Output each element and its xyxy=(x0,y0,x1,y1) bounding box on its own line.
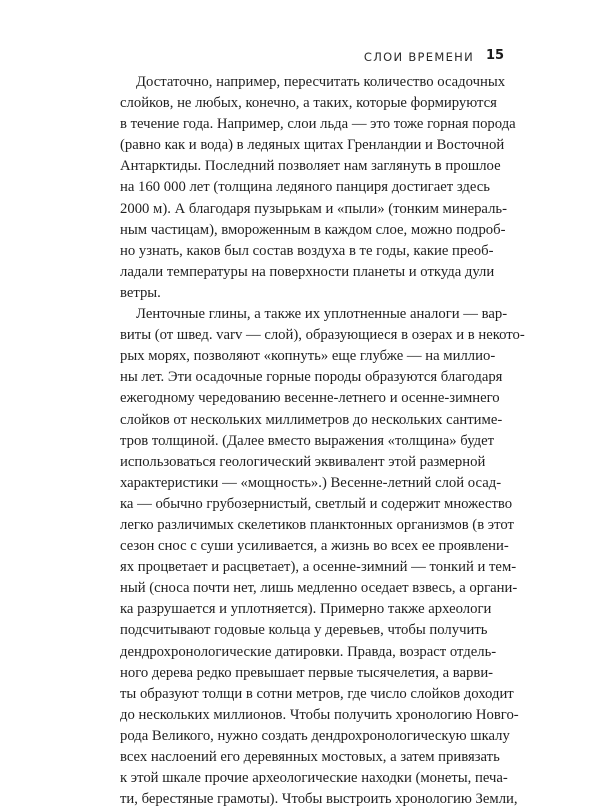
text-line: слойков, не любых, конечно, а таких, которые формируются xyxy=(120,95,497,112)
text-line: использоваться геологический эквивалент этой размерной xyxy=(120,453,486,470)
paragraph xyxy=(120,304,525,810)
text-line: в течение года. Например, слои льда — это тоже горная порода xyxy=(120,116,516,133)
text-line: до нескольких миллионов. Чтобы получить хронологию Новго- xyxy=(120,706,519,723)
text-line: Ленточные глины, а также их уплотненные аналоги — вар- xyxy=(136,306,508,323)
text-line: Достаточно, например, пересчитать количество осадочных xyxy=(136,74,506,90)
running-header: СЛОИ ВРЕМЕНИ xyxy=(363,50,474,64)
page-number: 15 xyxy=(486,48,505,63)
text-line: рода Великого, нужно создать дендрохронологическую шкалу xyxy=(120,727,510,744)
text-line: характеристики — «мощность».) Весенне-летний слой осад- xyxy=(120,474,502,491)
text-line: ны лет. Эти осадочные горные породы образуются благодаря xyxy=(120,369,503,386)
text-line: ежегодному чередованию весенне-летнего и осенне-зимнего xyxy=(120,390,500,407)
text-line: ты образуют толщи в сотни метров, где число слойков доходит xyxy=(120,685,514,702)
text-line: рых морях, позволяют «копнуть» еще глубже — на миллио- xyxy=(120,348,496,365)
text-line: на 160 000 лет (толщина ледяного панциря достигает здесь xyxy=(120,179,490,196)
text-line: виты (от швед. varv — слой), образующиеся в озерах и в некото- xyxy=(120,327,525,344)
paragraph xyxy=(120,72,516,304)
text-line: всех наслоений его деревянных мостовых, а затем привязать xyxy=(120,749,500,765)
text-line: ях процветает и расцветает), а осенне-зимний — тонкий и тем- xyxy=(120,559,517,576)
body-text xyxy=(120,72,525,810)
text-line: 2000 м). А благодаря пузырькам и «пыли» (тонким минераль- xyxy=(120,200,508,217)
text-line: (равно как и вода) в ледяных щитах Гренландии и Восточной xyxy=(120,137,505,154)
text-line: дендрохронологические датировки. Правда, возраст отдель- xyxy=(120,643,497,660)
text-line: ного дерева редко превышает первые тысячелетия, а варви- xyxy=(120,664,494,681)
text-line: тров толщиной. (Далее вместо выражения «толщина» будет xyxy=(120,432,495,449)
text-line: ка разрушается и уплотняется). Примерно также археологи xyxy=(120,601,492,618)
text-line: ный (сноса почти нет, лишь медленно оседает взвесь, а органи- xyxy=(120,580,518,597)
text-line: ным частицам), вмороженным в каждом слое, можно подроб- xyxy=(120,221,506,238)
text-line: ка — обычно грубозернистый, светлый и содержит множество xyxy=(120,495,513,512)
text-line: ветры. xyxy=(120,284,161,301)
text-line: но узнать, каков был состав воздуха в те годы, какие преоб- xyxy=(120,242,494,259)
text-line: ладали температуры на поверхности планеты и откуда дули xyxy=(120,263,495,280)
text-line: к этой шкале прочие археологические находки (монеты, печа- xyxy=(120,770,508,787)
text-line: сезон снос с суши усиливается, а жизнь во всех ее проявлени- xyxy=(120,538,509,555)
text-line: легко различимых скелетиков планктонных организмов (в этот xyxy=(120,516,514,533)
text-line: Антарктиды. Последний позволяет нам заглянуть в прошлое xyxy=(120,158,501,175)
text-line: подсчитывают годовые кольца у деревьев, чтобы получить xyxy=(120,622,488,639)
text-line: ти, берестяные грамоты). Чтобы выстроить хронологию Земли, xyxy=(120,791,518,808)
text-line: слойков от нескольких миллиметров до нескольких сантиме- xyxy=(120,411,503,428)
